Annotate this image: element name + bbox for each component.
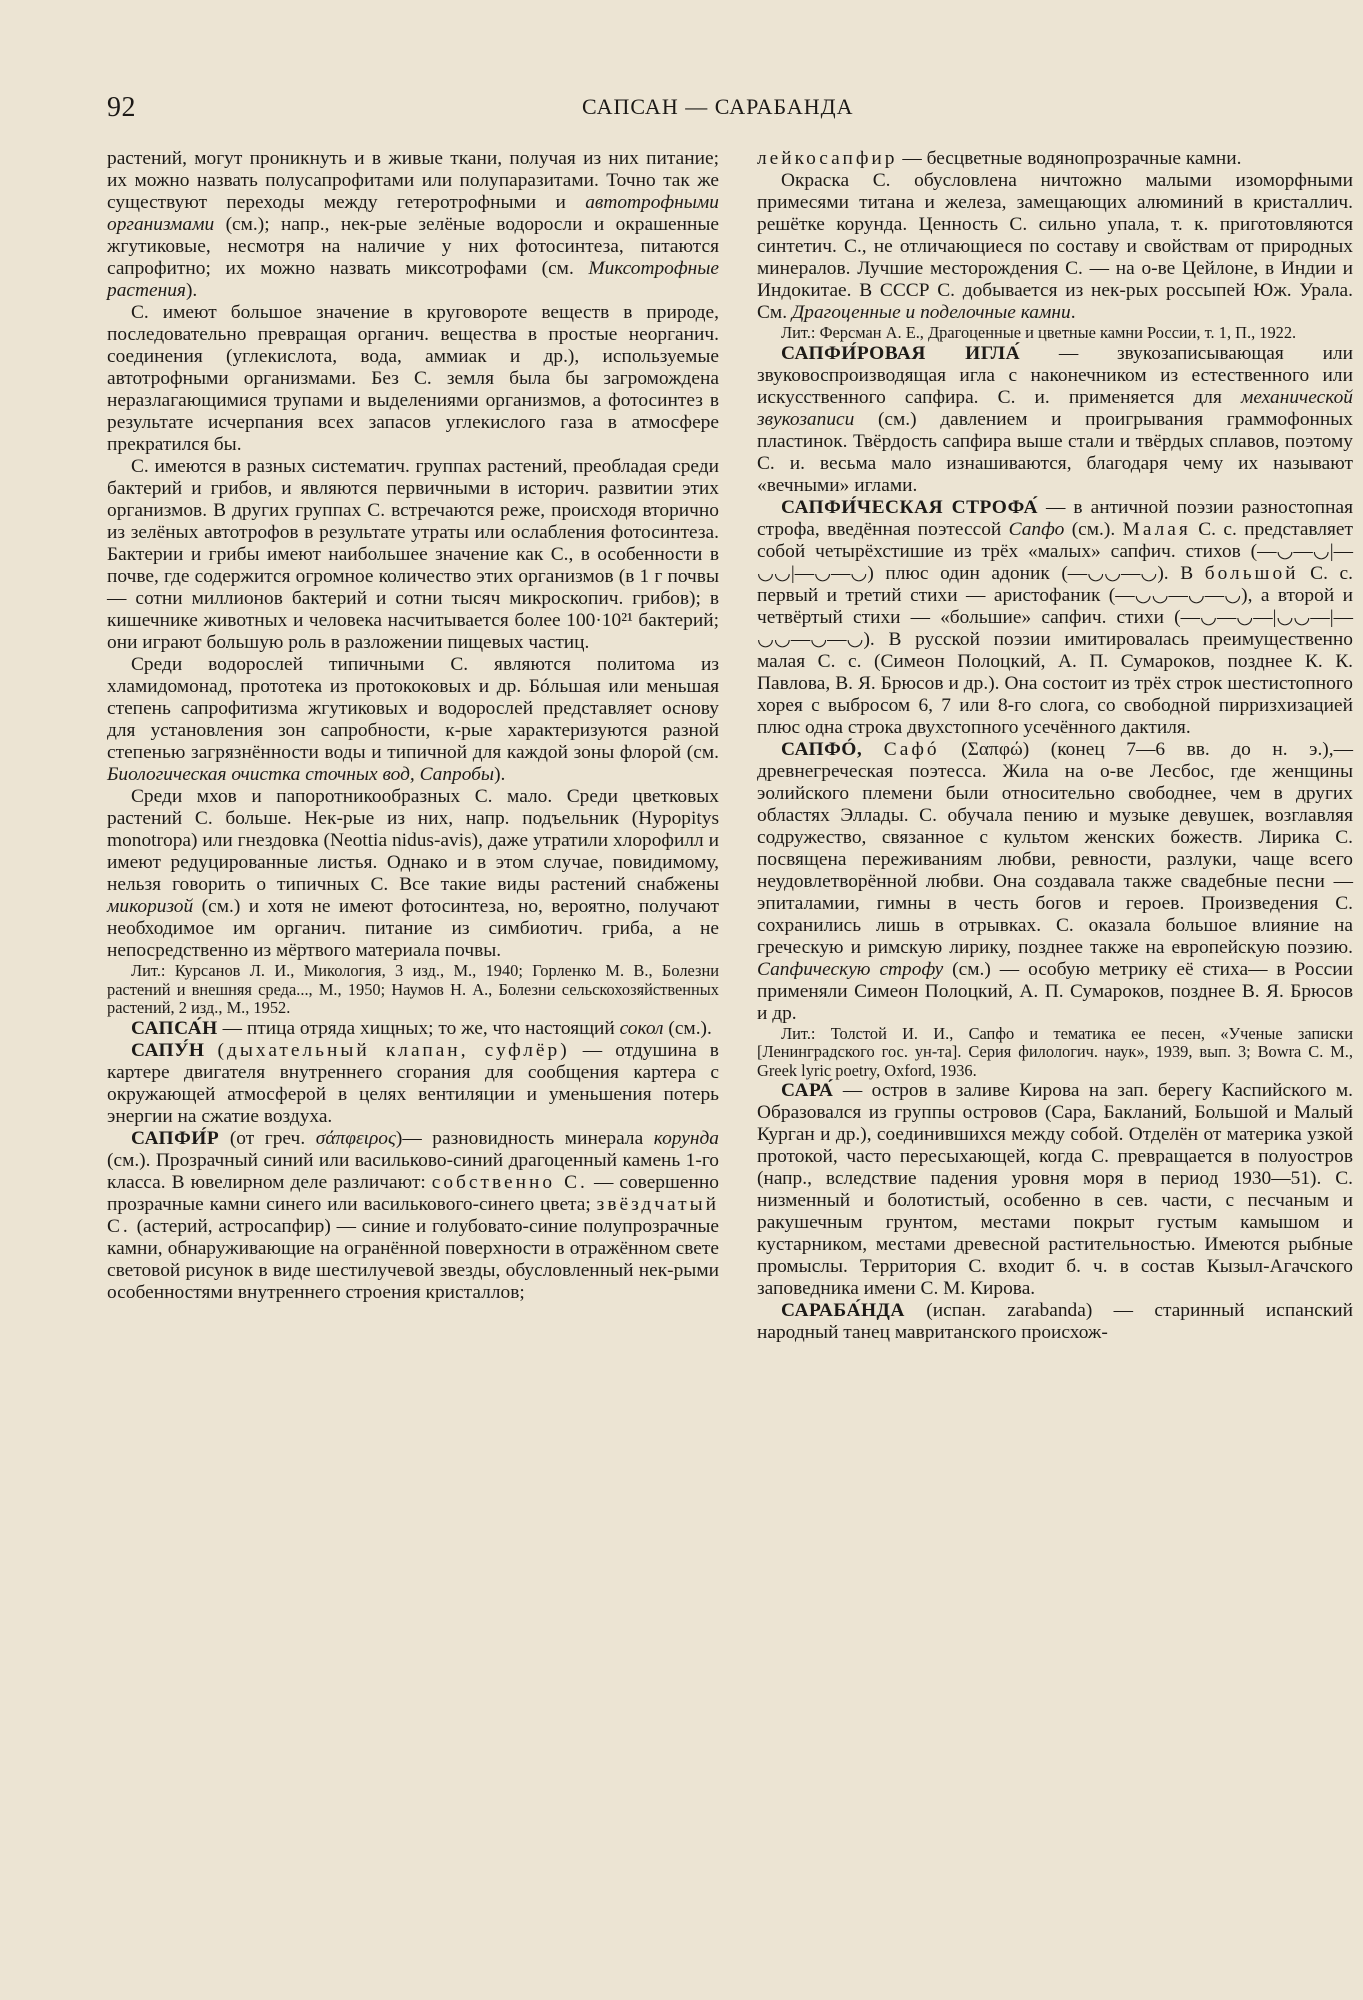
text: — совершенно прозрачные камни синего или василькового-синего цвета; <box>107 1171 719 1215</box>
text: ). <box>185 280 198 301</box>
text: (см.); напр., нек-рые зелёные водоросли и окрашенные жгутиковые, несмотря на наличие у них фотосинтеза, питаются сапрофитно; их можно назвать миксотрофами (см. <box>107 214 719 279</box>
text: ). <box>494 764 506 785</box>
greek-term: σάπφειρος <box>315 1127 396 1149</box>
text: — птица отряда хищных; то же, что настоящий <box>222 1017 615 1039</box>
paragraph <box>757 170 1353 324</box>
cross-reference: Миксотрофные растения <box>107 258 719 301</box>
text: — остров в заливе Кирова на зап. берегу Каспийского м. Образовался из группы островов (Сара, Бакланий, Большой и Малый Курган и др.), соединившихся между собой. Отделён от материка узкой протокой, часто пересыхающей, когда С. превращается в полуостров (напр., вследствие падения уровня моря в период 1930—51). С. низменный и болотистый, особенно в сев. части, с песчаным и ракушечным грунтом, местами покрыт густым камышом и кустарником, местами древесной растительностью. Имеются рыбные промыслы. Территория С. входит б. ч. в состав Кызыл-Агачского заповедника имени С. М. Кирова. <box>757 1080 1353 1299</box>
text: — отдушина в картере двигателя внутреннего сгорания для сообщения картера с окружающей атмосферой в целях вентиляции и уменьшения потерь энергии на сжатие воздуха. <box>107 1039 719 1127</box>
spaced-text: (дыхательный клапан, суфлёр) <box>217 1039 570 1061</box>
text: Среди водорослей типичными С. являются политома из хламидомонад, прототека из протококовых и др. Бóльшая или меньшая степень сапрофитизма жгутиковых и водорослей представляет основу для установления зон сапробности, к-рые характеризуются разной степенью загрязнённости воды и типичной для каждой зоны флорой (см. <box>107 654 719 763</box>
text: (от греч. <box>229 1127 306 1149</box>
paragraph <box>107 148 719 302</box>
text: Среди мхов и папоротникообразных С. мало. Среди цветковых растений С. больше. Нек-рые из них, напр. подъельник (Hypopitys monotropa) или гнездовка (Neottia nidus-avis), даже утратили хлорофилл и имеют редуцированные листья. Однако и в этом случае, повидимому, нельзя говорить о типичных С. Все такие виды растений снабжены <box>107 786 719 895</box>
page-header <box>107 92 1347 132</box>
text: — звукозаписывающая или звуковоспроизводящая игла с наконечником из естественного или искусственного сапфира. С. и. применяется для <box>757 342 1353 408</box>
entry-sapficheskaya-strofa <box>757 497 1353 739</box>
literature-note: Лит.: Ферсман А. Е., Драгоценные и цветные камни России, т. 1, П., 1922. <box>781 323 1297 342</box>
text: растений, могут проникнуть и в живые ткани, получая из них питание; их можно назвать полусапрофитами или полупаразитами. Точно так же существуют переходы между гетеротрофными и <box>107 148 719 213</box>
entry-sapsan <box>107 1018 719 1040</box>
text: (см.) и хотя не имеют фотосинтеза, но, вероятно, получают необходимое им органич. питание из симбиотич. гриба, а не непосредственно из мёртвого материала почвы. <box>107 896 719 961</box>
literature-note: Лит.: Толстой И. И., Сапфо и тематика ее песен, «Ученые записки [Ленинградского гос. ун-та]. Серия филологич. наук», 1939, вып. 3; Bowra C. M., Greek lyric poetry, Oxford, 1936. <box>757 1023 1353 1080</box>
text: (см.). <box>1071 518 1116 540</box>
text: — в античной поэзии разностопная строфа, введённая поэтессой <box>757 496 1353 540</box>
entry-sara <box>757 1080 1353 1300</box>
cross-reference: сокол <box>619 1017 664 1039</box>
spaced-text: звёздчатый С. <box>107 1193 719 1237</box>
spaced-text: собственно С. <box>431 1171 588 1193</box>
spaced-text: Сафó <box>883 738 940 760</box>
paragraph <box>107 654 719 786</box>
paragraph <box>757 148 1353 170</box>
text: (см.) давлением и проигрывания граммофонных пластинок. Твёрдость сапфира выше стали и твёрдых сплавов, поэтому С. и. весьма мало изнашиваются, благодаря чему их называют «вечными» иглами. <box>757 408 1353 496</box>
headword: САПФИ́РОВАЯ ИГЛА́ <box>781 342 1021 364</box>
left-column <box>107 148 719 1304</box>
text: . <box>1070 302 1076 323</box>
entry-sapun <box>107 1040 719 1128</box>
literature-note: Лит.: Курсанов Л. И., Микология, 3 изд., М., 1940; Горленко М. В., Болезни растений и внешняя среда..., М., 1950; Наумов Н. А., Болезни сельскохозяйственных растений, 2 изд., М., 1952. <box>107 961 719 1017</box>
paragraph: С. имеются в разных систематич. группах растений, преобладая среди бактерий и грибов, и являются первичными в историч. развитии этих организмов. В других группах С. встречаются реже, происходя вторично из зелёных автотрофов в результате утраты или ослабления фотосинтеза. Бактерии и грибы имеют наибольшее значение как С., в особенности в почве, где содержится огромное количество этих организмов (в 1 г почвы — сотни миллионов бактерий и сотни тысяч микроскопич. грибов); в кишечнике животных и человека насчитывается более 100·10²¹ бактерий; они играют большую роль в разложении пищевых частиц. <box>107 456 719 653</box>
text: (см.). Прозрачный синий или васильково-синий драгоценный камень 1-го класса. В ювелирном деле различают: <box>107 1149 719 1193</box>
paragraph <box>107 786 719 962</box>
text: )— разновидность минерала <box>395 1127 644 1149</box>
entry-sapfo <box>757 739 1353 1025</box>
text: Окраска С. обусловлена ничтожно малыми изоморфными примесями титана и железа, замещающих алюминий в кристаллич. решётке корунда. Ценность С. сильно упала, т. к. приготовляются синтетич. С., не отличающиеся по составу и свойствам от природных минералов. Лучшие месторождения С. — на о-ве Цейлоне, в Индии и Индокитае. В СССР С. добывается из нек-рых россыпей Юж. Урала. См. <box>757 170 1353 323</box>
cross-reference: микоризой <box>107 896 194 917</box>
cross-reference: Драгоценные и поделочные камни <box>791 302 1071 323</box>
text: — бесцветные водянопрозрачные камни. <box>902 148 1242 169</box>
page-number: 92 <box>107 92 136 123</box>
paragraph: С. имеют большое значение в круговороте веществ в природе, последовательно превращая органич. вещества в простые неорганич. соединения (углекислота, вода, аммиак и др.), используемые автотрофными организмами. Без С. земля была бы загромождена неразлагающимися трупами и выделениями организмов, а фотосинтез в результате исчерпания всех запасов углекислого газа в атмосфере прекратился бы. <box>107 302 719 455</box>
text: (Σαπφώ) (конец 7—6 вв. до н. э.),— древнегреческая поэтесса. Жила на о-ве Лесбос, где женщины эолийского племени были относительно свободнее, чем в других областях Эллады. С. обучала пению и музыке девушек, возглавляя содружество, связанное с культом женских божеств. Лирика С. посвящена переживаниям любви, ревности, разлуки, чаще всего неудовлетворённой любви. Она создавала также свадебные песни — эпиталамии, гимны в честь богов и героев. Произведения С. сохранились лишь в отрывках. С. оказала большое влияние на греческую и римскую лирику, позднее также на европейскую поэзию. <box>757 738 1353 958</box>
headword: САРА́ <box>781 1080 834 1101</box>
right-column <box>757 148 1353 1344</box>
entry-sapfir <box>107 1128 719 1304</box>
cross-reference: корунда <box>653 1127 719 1149</box>
text: (см.). <box>668 1017 712 1039</box>
cross-reference: Сапфо <box>1008 518 1065 540</box>
running-head: САПСАН — САРАБАНДА <box>582 94 854 119</box>
spaced-text: Малая <box>1122 518 1191 540</box>
text: С. с. представляет собой четырёхстишие из трёх «малых» сапфич. стихов (—◡—◡|—◡◡|—◡—◡) плюс один адоник (—◡◡—◡). В <box>757 518 1354 584</box>
headword: САПФИ́Р <box>131 1127 220 1149</box>
headword: САПСА́Н <box>131 1017 218 1039</box>
cross-reference: механической звукозаписи <box>757 386 1353 430</box>
text: С. с. первый и третий стихи — аристофаник (—◡◡—◡—◡), а второй и четвёртый стихи — «большие» сапфич. стихи (—◡—◡—|◡◡—|—◡◡—◡—◡). В русской поэзии имитировалась преимущественно малая С. с. (Симеон Полоцкий, А. П. Сумароков, позднее К. К. Павлова, В. Я. Брюсов и др.). Она состоит из трёх строк шестистопного хорея с выбросом 6, 7 или 8-го слога, со свободной пирризхизацией плюс одна строка двухстопного усечённого дактиля. <box>757 562 1353 738</box>
cross-reference: Биологическая очистка сточных вод, Сапробы <box>107 764 495 785</box>
spaced-text: большой <box>1204 562 1299 584</box>
text: (см.) — особую метрику её стиха— в России применяли Симеон Полоцкий, А. П. Сумароков, позднее В. Я. Брюсов и др. <box>757 958 1353 1024</box>
text: (астерий, астросапфир) — синие и голубовато-синие полупрозрачные камни, обнаруживающие на огранённой поверхности в отражённом свете световой рисунок в виде шестилучевой звезды, обусловленный нек-рыми особенностями внутреннего строения кристаллов; <box>107 1215 719 1303</box>
headword: САРАБА́НДА <box>781 1300 905 1321</box>
text: (испан. zarabanda) — старинный испанский народный танец мавританского происхож- <box>757 1300 1353 1343</box>
headword: САПУ́Н <box>131 1039 205 1061</box>
entry-sapfirovaya-igla <box>757 343 1353 497</box>
headword: САПФИ́ЧЕСКАЯ СТРОФА́ <box>781 496 1039 518</box>
entry-sarabanda <box>757 1300 1353 1344</box>
cross-reference: автотрофными организмами <box>107 192 719 235</box>
headword: САПФÓ, <box>781 738 863 760</box>
cross-reference: Сапфическую строфу <box>757 958 944 980</box>
spaced-text: лейкосапфир <box>757 148 898 169</box>
